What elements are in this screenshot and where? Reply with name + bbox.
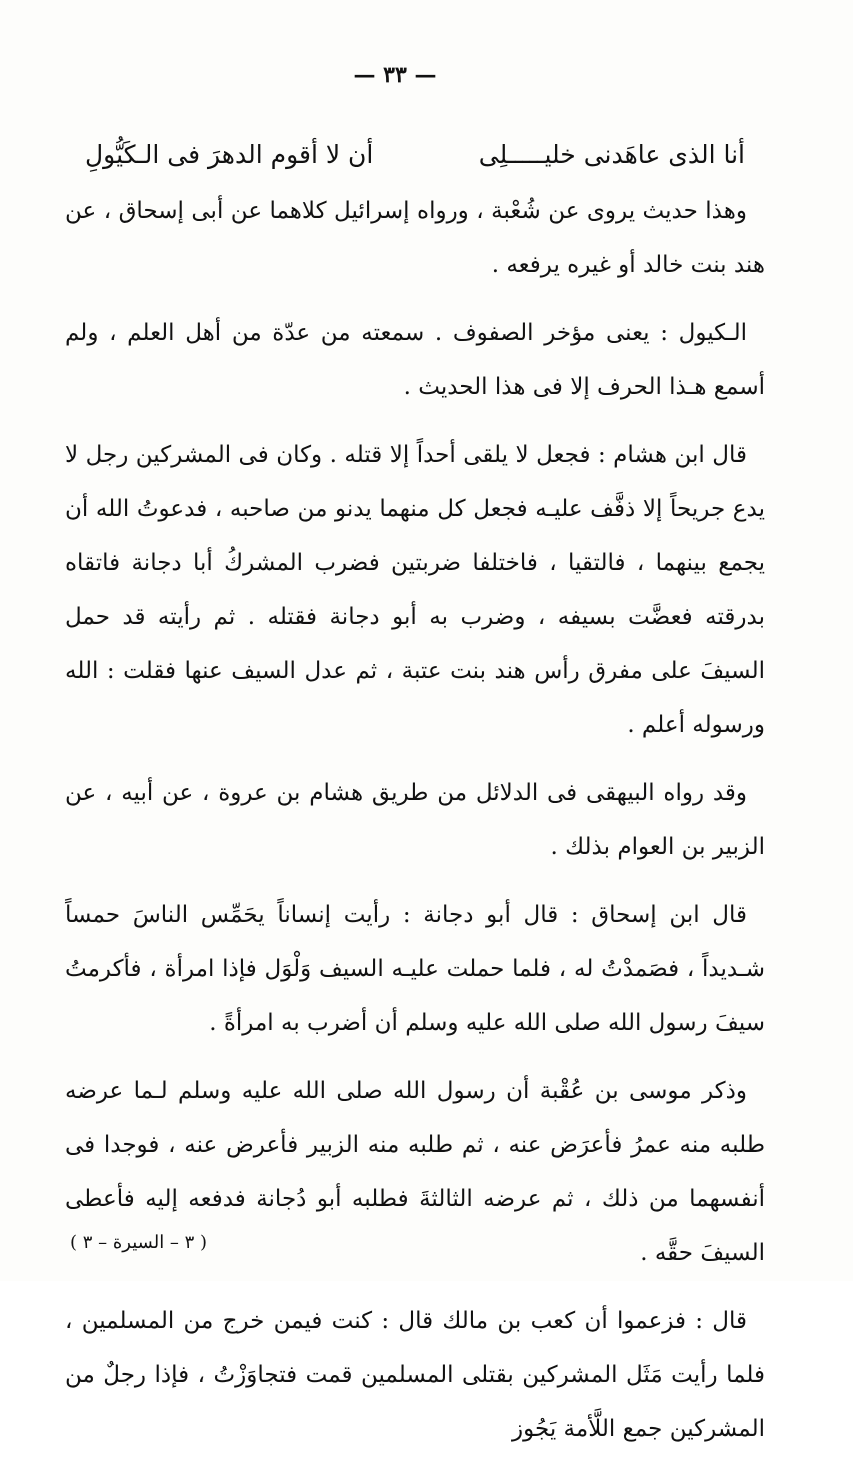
signature-mark: ( ٣ – السيرة – ٣ ): [70, 1232, 208, 1253]
paragraph-hadith-source: وهذا حديث يروى عن شُعْبة ، ورواه إسرائيل كلاهما عن أبى إسحاق ، عن هند بنت خالد أو غيره يرفعه .: [65, 198, 765, 278]
paragraph-ibn-ishaq: قال ابن إسحاق : قال أبو دجانة : رأيت إنساناً يحَمِّس الناسَ حمساً شـديداً ، فصَمدْتُ له ، فلما حملت عليـه السيف وَلْوَل فإذا امرأة ، فأكرمتُ سيفَ رسول الله صلى الله عليه وسلم أن أضرب به امرأةً .: [65, 902, 765, 1036]
paragraph-musa-ibn-uqba: وذكر موسى بن عُقْبة أن رسول الله صلى الله عليه وسلم لـما عرضه طلبه منه عمرُ فأعرَض عنه ، ثم طلبه منه الزبير فأعرض عنه ، فوجدا فى أنفسهما من ذلك ، ثم عرضه الثالثةَ فطلبه أبو دُجانة فدفعه إليه فأعطى السيفَ حقَّه .: [65, 1078, 765, 1266]
verse-first-hemistich: أنا الذى عاهَدنى خليـــــلِى: [478, 140, 745, 169]
body-text: [65, 130, 765, 1470]
verse-second-hemistich: أن لا أقوم الدهرَ فى الـكَيُّولِ: [85, 140, 374, 169]
paragraph-kayyul-definition: الـكيول : يعنى مؤخر الصفوف . سمعته من عدّة من أهل العلم ، ولم أسمع هـذا الحرف إلا فى هذا الحديث .: [65, 320, 765, 400]
paragraph-bayhaqi: وقد رواه البيهقى فى الدلائل من طريق هشام بن عروة ، عن أبيه ، عن الزبير بن العوام بذلك .: [65, 780, 765, 860]
poetry-verse: [65, 130, 765, 180]
page-number: — ٣٣ —: [353, 62, 437, 88]
paragraph-kab-ibn-malik: قال : فزعموا أن كعب بن مالك قال : كنت فيمن خرج من المسلمين ، فلما رأيت مَثَل المشركين بقتلى المسلمين قمت فتجاوَزْتُ ، فإذا رجلٌ من المشركين جمع اللَّأمة يَجُوز: [65, 1308, 765, 1442]
paragraph-ibn-hisham: قال ابن هشام : فجعل لا يلقى أحداً إلا قتله . وكان فى المشركين رجل لا يدع جريحاً إلا ذفَّف عليـه فجعل كل منهما يدنو من صاحبه ، فدعوتُ الله أن يجمع بينهما ، فالتقيا ، فاختلفا ضربتين فضرب المشركُ أبا دجانة فاتقاه بدرقته فعضَّت بسيفه ، وضرب به أبو دجانة فقتله . ثم رأيته قد حمل السيفَ على مفرق رأس هند بنت عتبة ، ثم عدل السيف عنها فقلت : الله ورسوله أعلم .: [65, 442, 765, 738]
